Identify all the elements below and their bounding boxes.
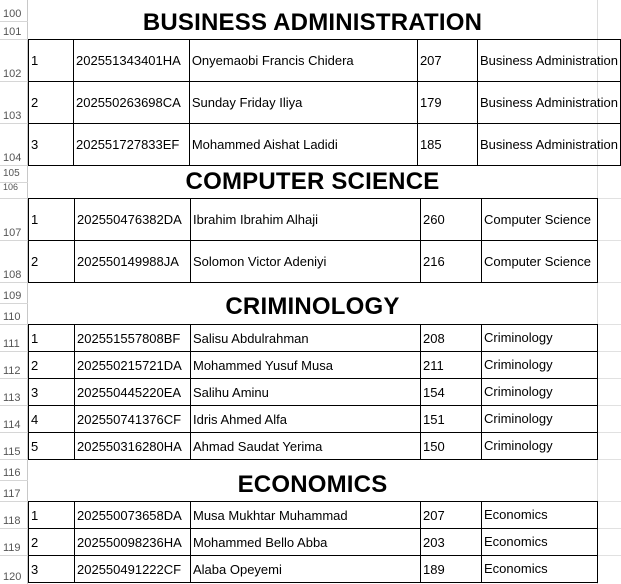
cell-registration-id[interactable]: 202551343401HA: [74, 40, 190, 82]
cell-serial-number[interactable]: 1: [29, 502, 75, 529]
row-header[interactable]: 100: [0, 0, 28, 21]
row-divider: [0, 282, 28, 283]
cell-department[interactable]: Economics: [482, 502, 598, 529]
row-divider: [0, 480, 28, 481]
row-header[interactable]: 114: [0, 405, 28, 432]
row-header[interactable]: 109: [0, 282, 28, 303]
cell-department[interactable]: Criminology: [482, 352, 598, 379]
cell-registration-id[interactable]: 202550316280HA: [75, 433, 191, 460]
section-title-economics[interactable]: ECONOMICS: [237, 471, 388, 498]
cell-student-name[interactable]: Solomon Victor Adeniyi: [191, 241, 421, 283]
row-header[interactable]: 111: [0, 324, 28, 351]
cell-serial-number[interactable]: 1: [29, 325, 75, 352]
cell-serial-number[interactable]: 2: [29, 352, 75, 379]
cell-score[interactable]: 211: [421, 352, 482, 379]
row-header[interactable]: 113: [0, 378, 28, 405]
cell-score[interactable]: 189: [421, 556, 482, 583]
cell-serial-number[interactable]: 4: [29, 406, 75, 433]
row-divider: [0, 165, 28, 166]
cell-department[interactable]: Economics: [482, 529, 598, 556]
table-row[interactable]: [29, 82, 621, 124]
cell-student-name[interactable]: Alaba Opeyemi: [191, 556, 421, 583]
table-row[interactable]: [29, 325, 598, 352]
cell-student-name[interactable]: Mohammed Yusuf Musa: [191, 352, 421, 379]
row-divider: [0, 324, 28, 325]
cell-registration-id[interactable]: 202550263698CA: [74, 82, 190, 124]
cell-serial-number[interactable]: 5: [29, 433, 75, 460]
row-divider: [0, 528, 28, 529]
cell-serial-number[interactable]: 1: [29, 40, 74, 82]
row-gridline: [597, 240, 621, 241]
row-gridline: [597, 282, 621, 283]
row-header[interactable]: 118: [0, 501, 28, 528]
cell-department[interactable]: Computer Science: [482, 199, 598, 241]
row-divider: [0, 555, 28, 556]
row-header[interactable]: 117: [0, 480, 28, 501]
cell-department[interactable]: Criminology: [482, 433, 598, 460]
row-header[interactable]: 116: [0, 459, 28, 480]
table-row[interactable]: [29, 352, 598, 379]
cell-score[interactable]: 185: [417, 124, 477, 166]
cell-score[interactable]: 203: [421, 529, 482, 556]
table-row[interactable]: [29, 529, 598, 556]
cell-score[interactable]: 208: [421, 325, 482, 352]
row-gridline: [597, 459, 621, 460]
cell-student-name[interactable]: Ibrahim Ibrahim Alhaji: [191, 199, 421, 241]
row-gridline: [597, 405, 621, 406]
cell-department[interactable]: Criminology: [482, 379, 598, 406]
row-header[interactable]: 120: [0, 555, 28, 584]
cell-score[interactable]: 150: [421, 433, 482, 460]
cell-registration-id[interactable]: 202550476382DA: [75, 199, 191, 241]
cell-score[interactable]: 207: [417, 40, 477, 82]
row-gridline: [597, 432, 621, 433]
cell-serial-number[interactable]: 3: [29, 379, 75, 406]
section-title-criminology[interactable]: CRIMINOLOGY: [225, 293, 400, 320]
row-gridline: [597, 324, 621, 325]
cell-score[interactable]: 151: [421, 406, 482, 433]
row-divider: [0, 81, 28, 82]
cell-serial-number[interactable]: 1: [29, 199, 75, 241]
cell-department[interactable]: Computer Science: [482, 241, 598, 283]
row-divider: [0, 303, 28, 304]
row-header[interactable]: 108: [0, 240, 28, 282]
table-row[interactable]: [29, 556, 598, 583]
cell-student-name[interactable]: Salihu Aminu: [191, 379, 421, 406]
table-row[interactable]: [29, 241, 598, 283]
row-divider: [0, 240, 28, 241]
row-header[interactable]: 110: [0, 303, 28, 324]
row-header[interactable]: 104: [0, 123, 28, 165]
cell-department[interactable]: Criminology: [482, 325, 598, 352]
cell-student-name[interactable]: Musa Mukhtar Muhammad: [191, 502, 421, 529]
row-divider: [0, 39, 28, 40]
cell-registration-id[interactable]: 202551727833EF: [74, 124, 190, 166]
cell-registration-id[interactable]: 202550215721DA: [75, 352, 191, 379]
cell-score[interactable]: 216: [421, 241, 482, 283]
table-row[interactable]: [29, 433, 598, 460]
table-economics: [28, 501, 598, 583]
cell-student-name[interactable]: Salisu Abdulrahman: [191, 325, 421, 352]
cell-department[interactable]: Economics: [482, 556, 598, 583]
row-header[interactable]: 107: [0, 198, 28, 240]
cell-serial-number[interactable]: 3: [29, 556, 75, 583]
row-divider: [0, 21, 28, 22]
section-title-business-administration[interactable]: BUSINESS ADMINISTRATION: [142, 9, 483, 36]
cell-serial-number[interactable]: 2: [29, 241, 75, 283]
cell-score[interactable]: 207: [421, 502, 482, 529]
table-row[interactable]: [29, 379, 598, 406]
cell-registration-id[interactable]: 202551557808BF: [75, 325, 191, 352]
row-header[interactable]: 106: [0, 182, 28, 198]
row-divider: [0, 501, 28, 502]
row-gridline: [597, 351, 621, 352]
cell-score[interactable]: 154: [421, 379, 482, 406]
table-business-administration: [28, 39, 621, 166]
table-row[interactable]: [29, 124, 621, 166]
cell-score[interactable]: 179: [417, 82, 477, 124]
row-header[interactable]: 119: [0, 528, 28, 555]
cell-department[interactable]: Criminology: [482, 406, 598, 433]
row-divider: [0, 378, 28, 379]
cell-serial-number[interactable]: 2: [29, 82, 74, 124]
cell-department[interactable]: Business Administration: [477, 124, 620, 166]
cell-student-name[interactable]: Mohammed Bello Abba: [191, 529, 421, 556]
cell-department[interactable]: Business Administration: [477, 82, 620, 124]
row-header[interactable]: 102: [0, 39, 28, 81]
table-row[interactable]: [29, 406, 598, 433]
cell-registration-id[interactable]: 202550098236HA: [75, 529, 191, 556]
table-row[interactable]: [29, 199, 598, 241]
cell-student-name[interactable]: Idris Ahmed Alfa: [191, 406, 421, 433]
row-header[interactable]: 103: [0, 81, 28, 123]
row-header[interactable]: 112: [0, 351, 28, 378]
cell-registration-id[interactable]: 202550445220EA: [75, 379, 191, 406]
row-divider: [0, 182, 28, 183]
row-gridline: [597, 378, 621, 379]
cell-student-name[interactable]: Mohammed Aishat Ladidi: [189, 124, 417, 166]
section-title-computer-science[interactable]: COMPUTER SCIENCE: [185, 168, 440, 195]
row-divider: [0, 459, 28, 460]
table-row[interactable]: [29, 502, 598, 529]
cell-registration-id[interactable]: 202550149988JA: [75, 241, 191, 283]
row-header[interactable]: 101: [0, 21, 28, 39]
row-divider: [0, 432, 28, 433]
cell-student-name[interactable]: Sunday Friday Iliya: [189, 82, 417, 124]
cell-score[interactable]: 260: [421, 199, 482, 241]
row-divider: [0, 405, 28, 406]
row-divider: [0, 351, 28, 352]
row-header[interactable]: 105: [0, 165, 28, 182]
row-gridline: [597, 501, 621, 502]
row-gridline: [597, 198, 621, 199]
cell-student-name[interactable]: Onyemaobi Francis Chidera: [189, 40, 417, 82]
cell-serial-number[interactable]: 3: [29, 124, 74, 166]
row-gridline: [597, 555, 621, 556]
row-header[interactable]: 115: [0, 432, 28, 459]
table-computer-science: [28, 198, 598, 283]
cell-registration-id[interactable]: 202550491222CF: [75, 556, 191, 583]
row-divider: [0, 123, 28, 124]
cell-serial-number[interactable]: 2: [29, 529, 75, 556]
row-gridline: [597, 528, 621, 529]
cell-student-name[interactable]: Ahmad Saudat Yerima: [191, 433, 421, 460]
cell-registration-id[interactable]: 202550741376CF: [75, 406, 191, 433]
cell-department[interactable]: Business Administration: [477, 40, 620, 82]
cell-registration-id[interactable]: 202550073658DA: [75, 502, 191, 529]
table-criminology: [28, 324, 598, 460]
table-row[interactable]: [29, 40, 621, 82]
row-divider: [0, 198, 28, 199]
